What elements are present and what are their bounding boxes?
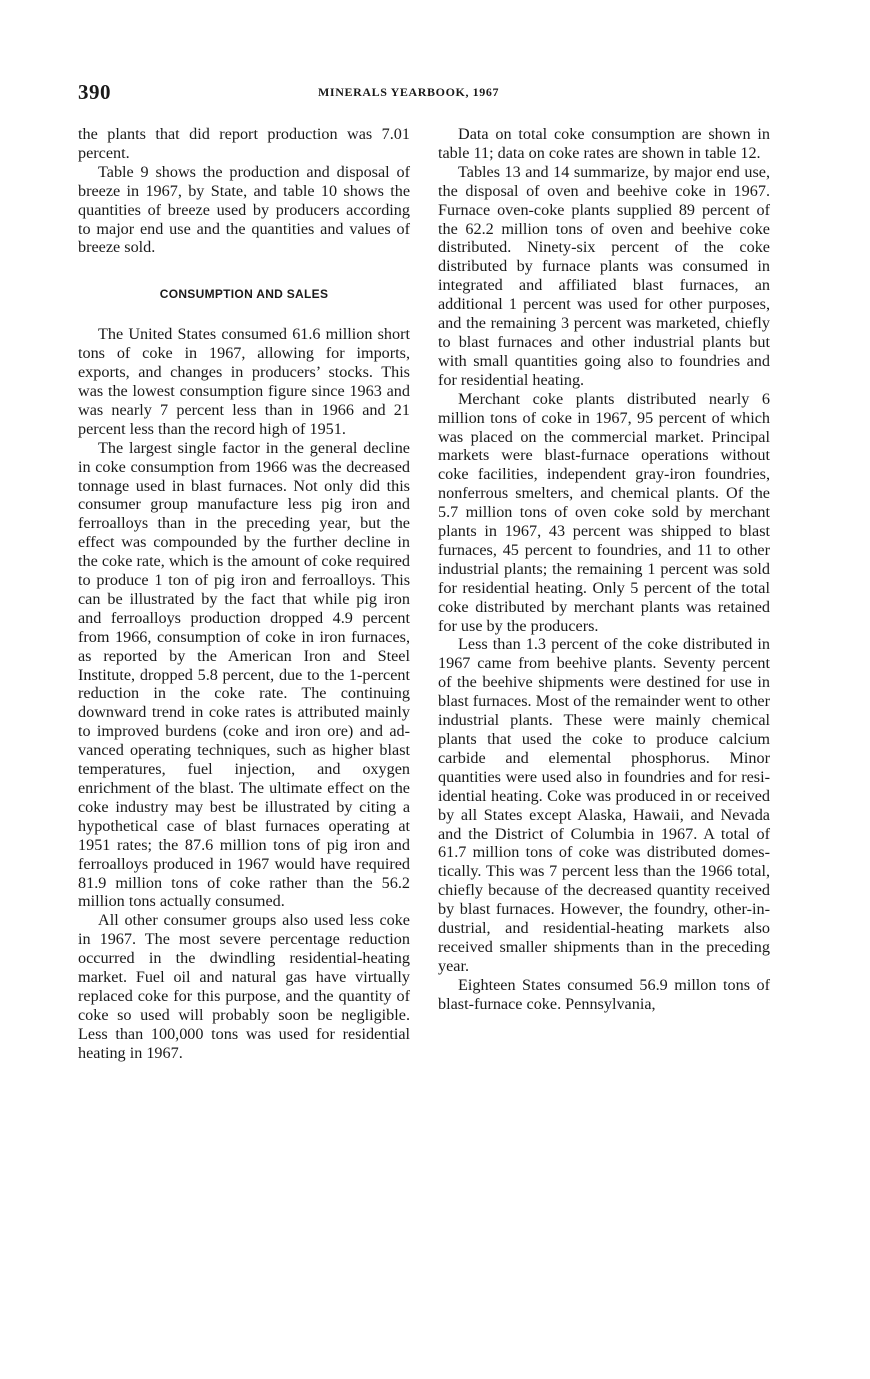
- left-column: [78, 125, 410, 1063]
- paragraph: Eighteen States consumed 56.9 millon tons of blast-furnace coke. Pennsylvania,: [438, 975, 770, 1013]
- paragraph: Data on total coke consumption are shown in table 11; data on coke rates are shown in table 12.: [438, 125, 770, 162]
- section-heading: CONSUMPTION AND SALES: [159, 287, 329, 302]
- paragraph: All other consumer groups also used less coke in 1967. The most severe percentage reduction occurred in the dwindling residential-heating market. Fuel oil and natural gas have virtually replaced coke for this purpose, and the quantity of coke so used will probably soon be negligible. Less than 100,000 tons was used for residential heating in 1967.: [78, 911, 410, 1062]
- running-title: MINERALS YEARBOOK, 1967: [318, 85, 500, 99]
- right-column: [438, 125, 770, 1014]
- paragraph: Less than 1.3 percent of the coke distributed in 1967 came from beehive plants. Seventy percent of the beehive shipments were destined for use in blast furnaces. Most of the remainder went to other industrial plants. These were mainly chemical plants that used the coke to produce calcium carbide and elemental phosphorus. Minor quantities were used also in foundries and for resiidential heating. Coke was produced in or received by all States except Alaska, Hawaii, and Nevada and the District of Columbia in 1967. A total of 61.7 million tons of coke was distributed domestically. This was 7 percent less than the 1966 total, chiefly because of the decreased quantity received by blast furnaces. However, the foundry, other-industrial, and residential-heating markets also received smaller shipments than in the preceding year.: [438, 635, 770, 975]
- paragraph: The largest single factor in the general decline in coke consumption from 1966 was the decreased tonnage used in blast furnaces. Not only did this consumer group manufacture less pig iron and ferroalloys than in the preceding year, but the effect was compounded by the further decline in the coke rate, which is the amount of coke required to produce 1 ton of pig iron and ferroalloys. This can be illustrated by the fact that while pig iron and ferroalloys production dropped 4.9 percent from 1966, consumption of coke in iron furnaces, as reported by the American Iron and Steel Institute, dropped 5.8 percent, due to the 1-percent reduction in the coke rate. The continuing downward trend in coke rates is attributed mainly to improved burdens (coke and iron ore) and advanced operating techniques, such as higher blast temperatures, fuel injection, and oxygen enrichment of the blast. The ultimate effect on the coke industry may best be illustrated by citing a hypothetical case of blast furnaces operating at 1951 rates; the 87.6 million tons of pig iron and ferroalloys produced in 1967 would have required 81.9 million tons of coke rather than the 56.2 million tons actually consumed.: [78, 438, 410, 911]
- paragraph: Tables 13 and 14 summarize, by major end use, the disposal of oven and beehive coke in 1967. Furnace oven-coke plants supplied 89 percent of the 62.2 million tons of oven and beehive coke distributed. Ninety-six percent of the coke distributed by furnace plants was consumed in integrated and affiliated blast furnaces, an additional 1 percent was used for other purposes, and the remaining 3 percent was marketed, chiefly to blast furnaces and other industrial plants but with small quantities going also to foundries and for residential heating.: [438, 162, 770, 389]
- paragraph: the plants that did report production was 7.01 percent.: [78, 125, 410, 162]
- paragraph: Table 9 shows the production and disposal of breeze in 1967, by State, and table 10 shows the quantities of breeze used by producers according to major end use and the quantities and values of breeze sold.: [78, 162, 410, 257]
- paragraph: Merchant coke plants distributed nearly 6 million tons of coke in 1967, 95 percent of which was placed on the commercial market. Principal markets were blast-furnace operations without coke facilities, independent gray-iron foundries, nonferrous smelters, and chemical plants. Of the 5.7 million tons of oven coke sold by merchant plants in 1967, 43 percent was shipped to blast furnaces, 45 percent to foundries, and 11 to other industrial plants; the remaining 1 percent was sold for residential heating. Only 5 percent of the total coke distributed by merchant plants was retained for use by the producers.: [438, 389, 770, 635]
- paragraph: The United States consumed 61.6 million short tons of coke in 1967, allowing for imports, exports, and changes in producers’ stocks. This was the lowest consumption figure since 1963 and was nearly 7 percent less than in 1966 and 21 percent less than the record high of 1951.: [78, 325, 410, 438]
- page-number: 390: [78, 80, 111, 104]
